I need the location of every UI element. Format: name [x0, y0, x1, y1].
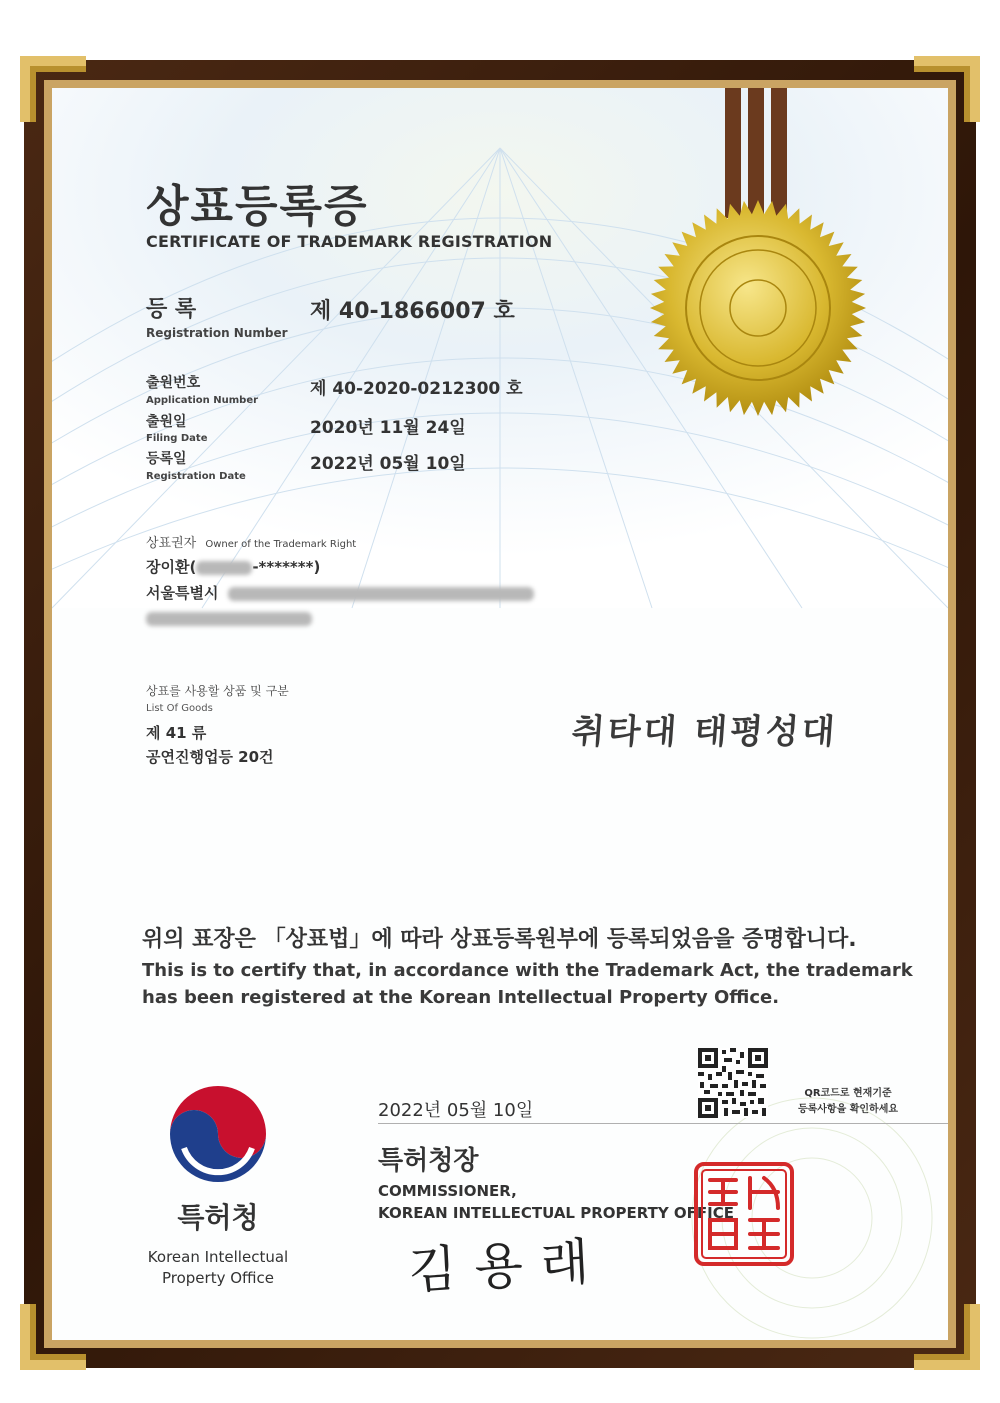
owner-name: 장이환( — [146, 558, 197, 576]
filing-date-value: 2020년 11월 24일 — [310, 418, 466, 438]
goods-label-en: List Of Goods — [146, 703, 213, 714]
owner-address-row — [146, 582, 534, 603]
certificate-title-en: CERTIFICATE OF TRADEMARK REGISTRATION — [146, 232, 553, 251]
goods-class: 제 41 류 — [146, 724, 207, 742]
redacted-address — [228, 587, 534, 601]
gold-seal-icon — [648, 198, 868, 418]
registration-date-label: 등록일 — [146, 451, 187, 467]
registration-number-label: 등 록 — [146, 297, 197, 322]
office-name-en-line2: Property Office — [161, 1269, 275, 1287]
owner-label-en: Owner of the Trademark Right — [205, 539, 357, 550]
official-red-seal-icon — [694, 1162, 794, 1266]
registration-date-label-en: Registration Date — [146, 471, 246, 482]
goods-label: 상표를 사용할 상품 및 구분 — [146, 684, 289, 698]
commissioner-title-en-line1: COMMISSIONER, — [378, 1182, 517, 1200]
owner-name-row — [146, 556, 320, 577]
goods-summary: 공연진행업등 20건 — [146, 748, 274, 766]
redacted-id — [196, 561, 252, 575]
application-number-label: 출원번호 — [146, 375, 201, 391]
certificate-title: 상표등록증 — [146, 181, 369, 232]
filing-date-label-en: Filing Date — [146, 433, 208, 444]
owner-address-line2 — [146, 608, 312, 627]
signature-divider — [378, 1123, 948, 1124]
owner-id-suffix: -*******) — [252, 558, 321, 576]
qr-caption-line2: 등록사항을 확인하세요 — [797, 1104, 899, 1115]
issue-date: 2022년 05월 10일 — [378, 1100, 534, 1121]
registration-number-label-en: Registration Number — [146, 326, 288, 340]
owner-address: 서울특별시 — [146, 584, 219, 602]
certify-text-ko: 위의 표장은 「상표법」에 따라 상표등록원부에 등록되었음을 증명합니다. — [142, 927, 857, 952]
registration-number-value: 제 40-1866007 호 — [310, 299, 515, 324]
qr-caption-line1: QR코드로 현재기준 — [804, 1088, 892, 1099]
owner-label-row — [146, 532, 356, 551]
trademark-mark: 취타대 태평성대 — [570, 712, 839, 752]
filing-date-label: 출원일 — [146, 414, 187, 430]
kipo-taegeuk-logo-icon — [162, 1078, 274, 1190]
certificate-paper — [52, 88, 948, 1340]
application-number-value: 제 40-2020-0212300 호 — [310, 379, 523, 399]
commissioner-title-en-line2: KOREAN INTELLECTUAL PROPERTY OFFICE — [378, 1204, 735, 1222]
office-name-en-line1: Korean Intellectual — [147, 1248, 289, 1266]
office-name: 특허청 — [177, 1201, 259, 1234]
redacted-address-line2 — [146, 612, 312, 626]
qr-code-icon[interactable] — [698, 1048, 768, 1118]
registration-date-value: 2022년 05월 10일 — [310, 454, 466, 474]
certify-text-en-line2: has been registered at the Korean Intellectual Property Office. — [142, 987, 780, 1008]
owner-label: 상표권자 — [146, 536, 197, 551]
commissioner-title: 특허청장 — [378, 1146, 479, 1176]
application-number-label-en: Application Number — [146, 395, 259, 406]
certify-text-en-line1: This is to certify that, in accordance with the Trademark Act, the trademark — [142, 960, 913, 981]
commissioner-signature: 김용래 — [406, 1231, 609, 1301]
